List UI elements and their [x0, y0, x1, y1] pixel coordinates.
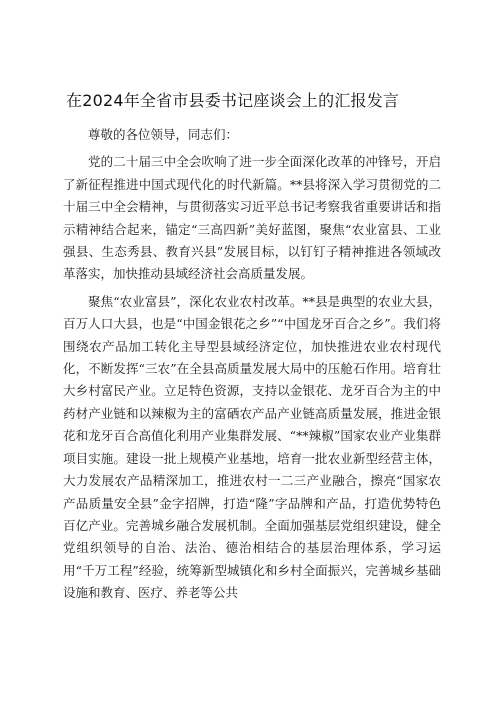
document-title: 在2024年全省市县委书记座谈会上的汇报发言: [66, 91, 400, 110]
document-body: [63, 124, 441, 610]
salutation: 尊敬的各位领导，同志们：: [88, 127, 239, 142]
paragraph-1: 党的二十届三中全会吹响了进一步全面深化改革的冲锋号，开启了新征程推进中国式现代化的时代新篇。**县将深入学习贯彻党的二十届三中全会精神，与贯彻落实习近平总书记考察我省重要讲话和指示精神结合起来，锚定“三高四新”美好蓝图，聚焦“农业富县、工业强县、生态秀县、教育兴县”发展目标，以钉钉子精神推进各领域改革落实，加快推动县域经济社会高质量发展。: [63, 154, 441, 282]
paragraph-2: 聚焦“农业富县”，深化农业农村改革。**县是典型的农业大县，百万人口大县，也是“中国金银花之乡”“中国龙牙百合之乡”。我们将围绕农产品加工转化主导型县域经济定位，加快推进农业农村现代化，不断发挥“三农”在全县高质量发展大局中的压舱石作用。培育壮大乡村富民产业。立足特色资源，支持以金银花、龙牙百合为主的中药材产业链和以辣椒为主的富硒农产品产业链高质量发展，推进金银花和龙牙百合高值化利用产业集群发展、“**辣椒”国家农业产业集群项目实施。建设一批上规模产业基地，培育一批农业新型经营主体，大力发展农产品精深加工，推进农村一二三产业融合，擦亮“国家农产品质量安全县”金字招牌，打造“隆”字品牌和产品，打造优势特色百亿产业。完善城乡融合发展机制。全面加强基层党组织建设，健全党组织领导的自治、法治、德治相结合的基层治理体系，学习运用“千万工程”经验，统筹新型城镇化和乡村全面振兴，完善城乡基础设施和教育、医疗、养老等公共: [63, 293, 441, 601]
